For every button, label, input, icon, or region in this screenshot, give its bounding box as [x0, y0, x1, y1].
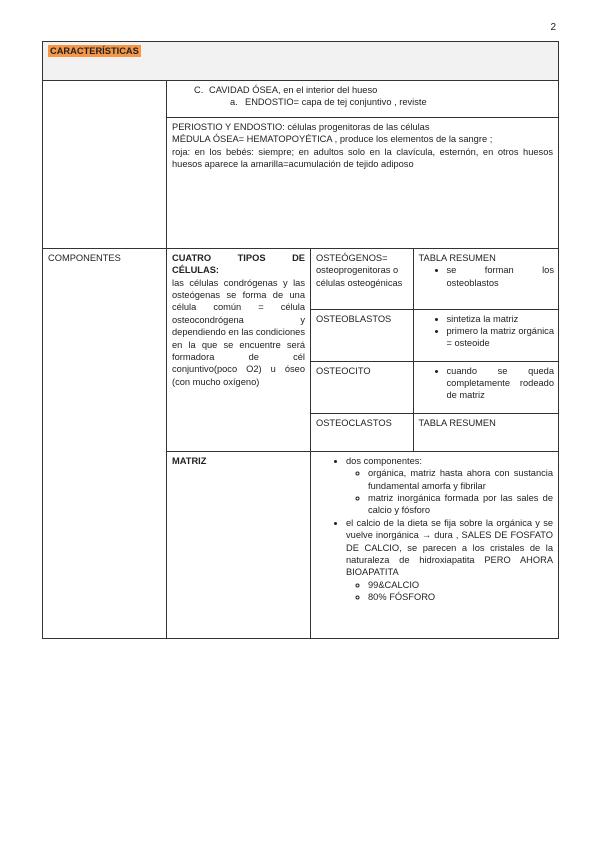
matriz-sub-bullet: ◦ 99&CALCIO	[368, 579, 553, 591]
matriz-title: MATRIZ	[172, 456, 207, 466]
celulas-cell	[167, 249, 311, 452]
section-title: CARACTERÍSTICAS	[50, 46, 139, 56]
cell-name: OSTEOCITO	[311, 361, 413, 413]
cavidad-cell	[167, 81, 559, 118]
matriz-bullet	[346, 517, 553, 604]
cell-info	[413, 249, 559, 309]
endostio-marker: a.	[230, 97, 238, 108]
page-number: 2	[550, 22, 556, 33]
matriz-sub-bullet: ◦ matriz inorgánica formada por las sales de calcio y fósforo	[368, 492, 553, 517]
cavidad-text: CAVIDAD ÓSEA, en el interior del hueso	[209, 85, 378, 95]
cell-info	[413, 413, 559, 451]
cell-row	[311, 309, 559, 361]
cell-bullet: • se forman los osteoblastos	[447, 264, 555, 289]
header-cell	[43, 42, 559, 81]
cell-row	[311, 249, 559, 309]
celulas-text: las células condrógenas y las osteógenas se forma de una célula común = célula osteocondrógena y dependiendo en las condiciones en la que se encuentre será formadora de cél conjuntivo(poco O2) u óseo (con mucho oxígeno)	[172, 277, 305, 387]
cell-row	[311, 361, 559, 413]
cell-name: OSTEOCLASTOS	[311, 413, 413, 451]
cell-bullet: • primero la matriz orgánica = osteoide	[447, 325, 555, 350]
cell-info	[413, 309, 559, 361]
matriz-bullet-text: dos componentes:	[346, 456, 422, 466]
matriz-sub-bullet: ◦ orgánica, matriz hasta ahora con sustancia fundamental amorfa y fibrilar	[368, 467, 553, 492]
cells-subtable	[311, 249, 559, 451]
cell-bullet: • sintetiza la matriz	[447, 313, 555, 325]
cell-name: OSTEÓGENOS= osteoprogenitoras o células osteogénicas	[311, 249, 413, 309]
cavidad-marker: C.	[194, 85, 204, 95]
matriz-bullet	[346, 455, 553, 517]
cell-head: TABLA RESUMEN	[418, 253, 496, 263]
periostio-text: PERIOSTIO Y ENDOSTIO: células progenitoras de las células	[172, 122, 430, 132]
cell-bullet: • cuando se queda completamente rodeado de matriz	[447, 365, 555, 402]
matriz-title-cell	[167, 452, 311, 639]
notes-table	[42, 41, 559, 639]
medula-cell	[167, 118, 559, 249]
componentes-label: COMPONENTES	[48, 253, 121, 263]
cell-head: TABLA RESUMEN	[418, 417, 496, 428]
componentes-label-cell	[43, 249, 167, 639]
celulas-title: CUATRO TIPOS DE CÉLULAS:	[172, 253, 305, 276]
cell-info	[413, 361, 559, 413]
matriz-content-cell	[311, 452, 559, 639]
caracteristicas-label-cell	[43, 81, 167, 249]
header-row	[43, 42, 559, 81]
matriz-sub-bullet: ◦ 80% FÓSFORO	[368, 591, 553, 603]
componentes-row	[43, 249, 559, 452]
matriz-bullet-text: • el calcio de la dieta se fija sobre la orgánica y se vuelve inorgánica → dura , SALES DE FOSFATO DE CALCIO, se parecen a los cristales de la naturaleza de hidroxiapatita PERO AHORA BIOAPATITA	[346, 517, 554, 578]
endostio-text: ENDOSTIO= capa de tej conjuntivo , reviste	[245, 97, 427, 108]
cells-subtable-cell	[311, 249, 559, 452]
cell-name: OSTEOBLASTOS	[311, 309, 413, 361]
caracteristicas-row	[43, 81, 559, 118]
medula-text: MÉDULA ÓSEA= HEMATOPOYÉTICA , produce los elementos de la sangre ;	[172, 134, 493, 145]
cell-row	[311, 413, 559, 451]
roja-text: roja: en los bebés: siempre; en adultos solo en la clavícula, esternón, en otros huesos huesos aparece la amarilla=acumulación de tejido adiposo	[172, 146, 554, 170]
